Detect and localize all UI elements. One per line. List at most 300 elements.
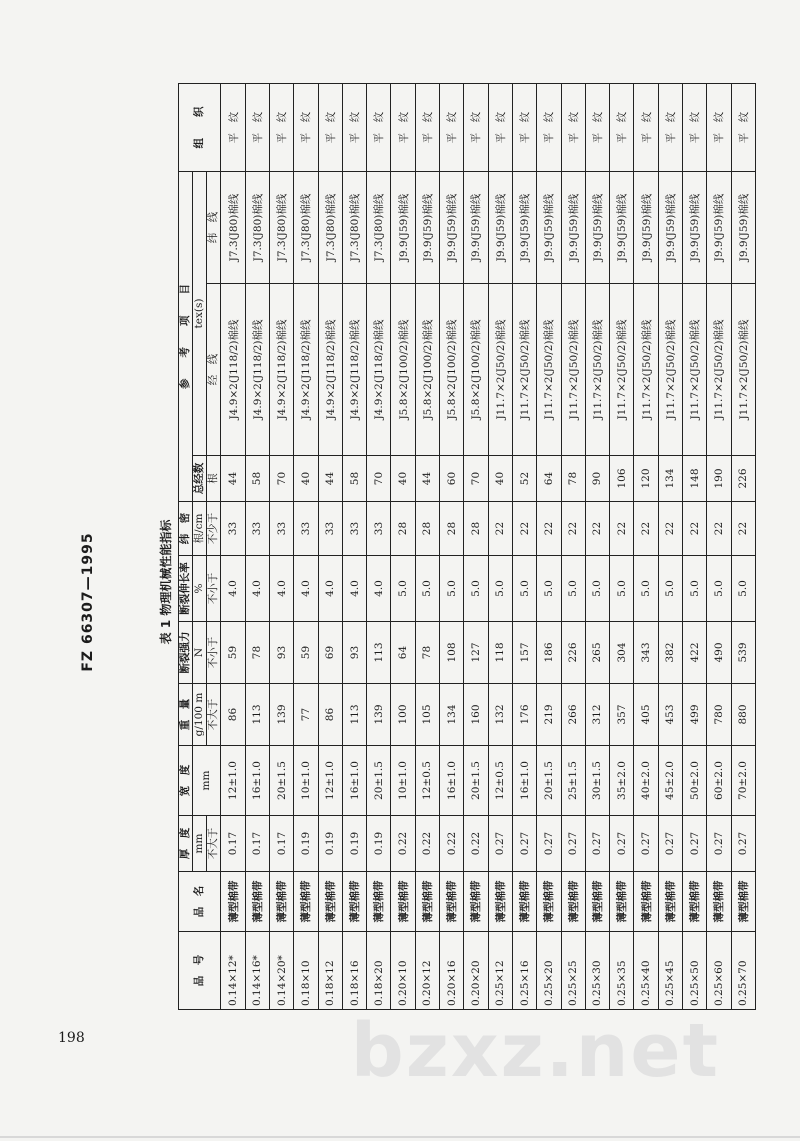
cell-strength: 118 (488, 622, 512, 684)
cell-product-no: 0.20×20 (464, 932, 488, 1010)
cell-weight: 113 (245, 684, 269, 746)
cell-product-name: 薄型棉带 (269, 872, 293, 932)
cell-thickness: 0.27 (610, 816, 634, 872)
cell-total-warp: 70 (367, 456, 391, 502)
cell-width: 12±1.0 (318, 746, 342, 816)
header-width: 宽 度 (179, 746, 193, 816)
table-row (585, 83, 609, 1009)
cell-width: 20±1.5 (269, 746, 293, 816)
cell-elongation: 4.0 (269, 556, 293, 622)
cell-strength: 59 (294, 622, 318, 684)
cell-weft-yarn: J7.3(J80)棉线 (269, 171, 293, 283)
header-product-name: 品 名 (179, 872, 221, 932)
cell-weave: 平 纹 (634, 83, 658, 171)
cell-product-no: 0.25×16 (512, 932, 536, 1010)
cell-weft-yarn: J7.3(J80)棉线 (221, 171, 245, 283)
cell-elongation: 5.0 (561, 556, 585, 622)
table-row (707, 83, 731, 1009)
cell-weave: 平 纹 (707, 83, 731, 171)
cell-weight: 880 (731, 684, 755, 746)
cell-total-warp: 44 (221, 456, 245, 502)
cell-elongation: 4.0 (318, 556, 342, 622)
cell-strength: 304 (610, 622, 634, 684)
cell-weft-density: 33 (318, 502, 342, 556)
header-width-unit: mm (193, 746, 221, 816)
cell-width: 45±2.0 (658, 746, 682, 816)
cell-total-warp: 120 (634, 456, 658, 502)
cell-weave: 平 纹 (683, 83, 707, 171)
cell-warp-yarn: J4.9×2(J118/2)棉线 (221, 284, 245, 456)
cell-thickness: 0.27 (561, 816, 585, 872)
cell-elongation: 5.0 (415, 556, 439, 622)
table-caption: 表 1 物理机械性能指标 (159, 519, 173, 645)
cell-product-no: 0.25×50 (683, 932, 707, 1010)
header-product-no: 品 号 (179, 932, 221, 1010)
cell-weight: 453 (658, 684, 682, 746)
cell-product-no: 0.25×45 (658, 932, 682, 1010)
cell-warp-yarn: J5.8×2(J100/2)棉线 (464, 284, 488, 456)
cell-warp-yarn: J5.8×2(J100/2)棉线 (415, 284, 439, 456)
cell-total-warp: 60 (440, 456, 464, 502)
cell-thickness: 0.22 (440, 816, 464, 872)
cell-weave: 平 纹 (342, 83, 366, 171)
spec-table (178, 83, 756, 1010)
header-tex: tex(s) (193, 171, 207, 455)
cell-strength: 93 (342, 622, 366, 684)
cell-total-warp: 148 (683, 456, 707, 502)
cell-thickness: 0.27 (634, 816, 658, 872)
cell-warp-yarn: J11.7×2(J50/2)棉线 (537, 284, 561, 456)
cell-product-no: 0.18×12 (318, 932, 342, 1010)
cell-weight: 219 (537, 684, 561, 746)
cell-weft-density: 22 (658, 502, 682, 556)
cell-weave: 平 纹 (512, 83, 536, 171)
table-row (488, 83, 512, 1009)
table-row (464, 83, 488, 1009)
table-row (367, 83, 391, 1009)
cell-product-name: 薄型棉带 (367, 872, 391, 932)
cell-strength: 127 (464, 622, 488, 684)
cell-total-warp: 226 (731, 456, 755, 502)
cell-width: 30±1.5 (585, 746, 609, 816)
table-row (610, 83, 634, 1009)
cell-weight: 312 (585, 684, 609, 746)
header-warp: 经 线 (207, 284, 221, 456)
cell-weft-yarn: J7.3(J80)棉线 (245, 171, 269, 283)
table-row (245, 83, 269, 1009)
cell-weft-density: 22 (683, 502, 707, 556)
cell-product-name: 薄型棉带 (245, 872, 269, 932)
cell-warp-yarn: J11.7×2(J50/2)棉线 (561, 284, 585, 456)
table-row (440, 83, 464, 1009)
cell-weave: 平 纹 (391, 83, 415, 171)
cell-weft-density: 22 (585, 502, 609, 556)
header-reference: 参 考 项 目 (179, 171, 193, 501)
cell-strength: 108 (440, 622, 464, 684)
cell-warp-yarn: J11.7×2(J50/2)棉线 (731, 284, 755, 456)
header-strength: 断裂强力 (179, 622, 193, 684)
cell-elongation: 5.0 (683, 556, 707, 622)
cell-weight: 105 (415, 684, 439, 746)
cell-strength: 226 (561, 622, 585, 684)
cell-product-name: 薄型棉带 (537, 872, 561, 932)
header-thickness-limit: 不大于 (207, 816, 221, 872)
cell-product-no: 0.20×16 (440, 932, 464, 1010)
cell-weft-density: 28 (415, 502, 439, 556)
cell-strength: 69 (318, 622, 342, 684)
cell-total-warp: 106 (610, 456, 634, 502)
cell-thickness: 0.27 (731, 816, 755, 872)
cell-warp-yarn: J11.7×2(J50/2)棉线 (585, 284, 609, 456)
cell-thickness: 0.27 (488, 816, 512, 872)
cell-weft-yarn: J7.3(J80)棉线 (294, 171, 318, 283)
cell-weave: 平 纹 (658, 83, 682, 171)
cell-warp-yarn: J11.7×2(J50/2)棉线 (634, 284, 658, 456)
cell-width: 60±2.0 (707, 746, 731, 816)
cell-thickness: 0.27 (512, 816, 536, 872)
cell-product-no: 0.25×12 (488, 932, 512, 1010)
cell-elongation: 5.0 (707, 556, 731, 622)
table-row (318, 83, 342, 1009)
cell-product-name: 薄型棉带 (342, 872, 366, 932)
cell-weft-density: 22 (707, 502, 731, 556)
cell-weft-yarn: J9.9(J59)棉线 (610, 171, 634, 283)
cell-product-no: 0.18×10 (294, 932, 318, 1010)
cell-width: 10±1.0 (294, 746, 318, 816)
cell-total-warp: 78 (561, 456, 585, 502)
cell-weft-density: 22 (731, 502, 755, 556)
header-strength-limit: 不小于 (207, 622, 221, 684)
cell-weft-yarn: J7.3(J80)棉线 (367, 171, 391, 283)
cell-thickness: 0.19 (367, 816, 391, 872)
cell-width: 12±0.5 (415, 746, 439, 816)
cell-weave: 平 纹 (610, 83, 634, 171)
cell-warp-yarn: J4.9×2(J118/2)棉线 (367, 284, 391, 456)
cell-elongation: 4.0 (221, 556, 245, 622)
cell-weft-yarn: J9.9(J59)棉线 (585, 171, 609, 283)
page-number: 198 (58, 1030, 85, 1046)
cell-width: 25±1.5 (561, 746, 585, 816)
cell-strength: 78 (415, 622, 439, 684)
cell-strength: 59 (221, 622, 245, 684)
cell-weight: 139 (367, 684, 391, 746)
table-row (269, 83, 293, 1009)
cell-warp-yarn: J4.9×2(J118/2)棉线 (294, 284, 318, 456)
cell-weight: 132 (488, 684, 512, 746)
cell-weave: 平 纹 (221, 83, 245, 171)
cell-warp-yarn: J11.7×2(J50/2)棉线 (658, 284, 682, 456)
cell-product-no: 0.25×25 (561, 932, 585, 1010)
cell-thickness: 0.17 (221, 816, 245, 872)
header-elongation-limit: 不小于 (207, 556, 221, 622)
cell-warp-yarn: J11.7×2(J50/2)棉线 (488, 284, 512, 456)
cell-total-warp: 70 (269, 456, 293, 502)
cell-product-name: 薄型棉带 (683, 872, 707, 932)
cell-weight: 86 (221, 684, 245, 746)
cell-width: 40±2.0 (634, 746, 658, 816)
cell-strength: 490 (707, 622, 731, 684)
cell-weave: 平 纹 (318, 83, 342, 171)
cell-weft-yarn: J9.9(J59)棉线 (415, 171, 439, 283)
header-elongation: 断裂伸长率 (179, 556, 193, 622)
cell-weft-density: 28 (440, 502, 464, 556)
cell-product-no: 0.25×60 (707, 932, 731, 1010)
watermark: bzxz.net (350, 1008, 720, 1094)
cell-product-name: 薄型棉带 (318, 872, 342, 932)
table-row (634, 83, 658, 1009)
cell-weave: 平 纹 (245, 83, 269, 171)
cell-warp-yarn: J11.7×2(J50/2)棉线 (512, 284, 536, 456)
cell-warp-yarn: J4.9×2(J118/2)棉线 (318, 284, 342, 456)
table-row (294, 83, 318, 1009)
cell-total-warp: 40 (294, 456, 318, 502)
cell-product-no: 0.25×70 (731, 932, 755, 1010)
cell-width: 16±1.0 (440, 746, 464, 816)
header-weft-density-unit: 根/cm (193, 502, 207, 556)
cell-product-name: 薄型棉带 (440, 872, 464, 932)
cell-width: 50±2.0 (683, 746, 707, 816)
cell-total-warp: 44 (318, 456, 342, 502)
cell-weave: 平 纹 (440, 83, 464, 171)
cell-weft-yarn: J9.9(J59)棉线 (707, 171, 731, 283)
cell-warp-yarn: J4.9×2(J118/2)棉线 (245, 284, 269, 456)
cell-product-name: 薄型棉带 (731, 872, 755, 932)
cell-weave: 平 纹 (537, 83, 561, 171)
cell-product-no: 0.20×12 (415, 932, 439, 1010)
cell-weight: 160 (464, 684, 488, 746)
cell-weight: 139 (269, 684, 293, 746)
cell-weft-yarn: J9.9(J59)棉线 (391, 171, 415, 283)
table-row (391, 83, 415, 1009)
cell-product-name: 薄型棉带 (561, 872, 585, 932)
cell-strength: 186 (537, 622, 561, 684)
cell-product-no: 0.25×40 (634, 932, 658, 1010)
cell-strength: 422 (683, 622, 707, 684)
cell-strength: 265 (585, 622, 609, 684)
cell-weight: 100 (391, 684, 415, 746)
cell-product-name: 薄型棉带 (294, 872, 318, 932)
cell-weight: 266 (561, 684, 585, 746)
cell-product-no: 0.25×20 (537, 932, 561, 1010)
cell-product-name: 薄型棉带 (707, 872, 731, 932)
cell-product-name: 薄型棉带 (585, 872, 609, 932)
bottom-edge (0, 1136, 800, 1138)
cell-weave: 平 纹 (585, 83, 609, 171)
header-weft-density-limit: 不少于 (207, 502, 221, 556)
table-header (179, 83, 221, 1009)
header-strength-unit: N (193, 622, 207, 684)
cell-strength: 113 (367, 622, 391, 684)
cell-product-no: 0.25×35 (610, 932, 634, 1010)
cell-elongation: 5.0 (464, 556, 488, 622)
header-total-warp-unit: 根 (207, 456, 221, 502)
cell-weft-yarn: J9.9(J59)棉线 (440, 171, 464, 283)
cell-elongation: 5.0 (537, 556, 561, 622)
cell-weight: 405 (634, 684, 658, 746)
header-elongation-unit: % (193, 556, 207, 622)
cell-strength: 343 (634, 622, 658, 684)
cell-width: 16±1.0 (342, 746, 366, 816)
cell-weft-density: 22 (610, 502, 634, 556)
cell-strength: 382 (658, 622, 682, 684)
table-row (561, 83, 585, 1009)
cell-weft-yarn: J7.3(J80)棉线 (318, 171, 342, 283)
header-weft-density: 纬 密 (179, 502, 193, 556)
cell-width: 20±1.5 (464, 746, 488, 816)
cell-total-warp: 70 (464, 456, 488, 502)
cell-weft-density: 22 (537, 502, 561, 556)
cell-thickness: 0.27 (585, 816, 609, 872)
cell-width: 10±1.0 (391, 746, 415, 816)
cell-weight: 113 (342, 684, 366, 746)
document-code: FZ 66307—1995 (80, 532, 96, 672)
cell-weight: 499 (683, 684, 707, 746)
cell-thickness: 0.17 (245, 816, 269, 872)
cell-weave: 平 纹 (731, 83, 755, 171)
cell-total-warp: 52 (512, 456, 536, 502)
cell-weight: 357 (610, 684, 634, 746)
cell-weight: 134 (440, 684, 464, 746)
table-row (683, 83, 707, 1009)
cell-total-warp: 90 (585, 456, 609, 502)
table-row (512, 83, 536, 1009)
cell-weft-density: 33 (269, 502, 293, 556)
cell-product-no: 0.25×30 (585, 932, 609, 1010)
cell-product-name: 薄型棉带 (464, 872, 488, 932)
cell-thickness: 0.22 (464, 816, 488, 872)
cell-weft-density: 33 (294, 502, 318, 556)
cell-weft-yarn: J9.9(J59)棉线 (464, 171, 488, 283)
header-total-warp: 总经数 (193, 456, 207, 502)
cell-product-no: 0.14×12* (221, 932, 245, 1010)
cell-weft-yarn: J9.9(J59)棉线 (658, 171, 682, 283)
cell-weft-density: 33 (367, 502, 391, 556)
cell-product-no: 0.14×16* (245, 932, 269, 1010)
cell-product-name: 薄型棉带 (221, 872, 245, 932)
cell-product-name: 薄型棉带 (610, 872, 634, 932)
table-body (221, 83, 756, 1009)
cell-total-warp: 190 (707, 456, 731, 502)
cell-product-no: 0.20×10 (391, 932, 415, 1010)
header-thickness-unit: mm (193, 816, 207, 872)
cell-thickness: 0.22 (415, 816, 439, 872)
cell-warp-yarn: J11.7×2(J50/2)棉线 (683, 284, 707, 456)
table-row (342, 83, 366, 1009)
cell-total-warp: 64 (537, 456, 561, 502)
cell-product-name: 薄型棉带 (658, 872, 682, 932)
cell-total-warp: 134 (658, 456, 682, 502)
header-thickness: 厚 度 (179, 816, 193, 872)
cell-weft-density: 22 (512, 502, 536, 556)
table-container (178, 84, 756, 1010)
cell-strength: 539 (731, 622, 755, 684)
cell-weave: 平 纹 (294, 83, 318, 171)
cell-thickness: 0.19 (342, 816, 366, 872)
cell-width: 20±1.5 (537, 746, 561, 816)
cell-warp-yarn: J5.8×2(J100/2)棉线 (440, 284, 464, 456)
header-weft: 纬 线 (207, 171, 221, 283)
cell-weft-yarn: J7.3(J80)棉线 (342, 171, 366, 283)
cell-warp-yarn: J5.8×2(J100/2)棉线 (391, 284, 415, 456)
cell-weft-density: 33 (342, 502, 366, 556)
cell-strength: 93 (269, 622, 293, 684)
cell-weave: 平 纹 (269, 83, 293, 171)
cell-strength: 157 (512, 622, 536, 684)
cell-product-name: 薄型棉带 (488, 872, 512, 932)
cell-elongation: 5.0 (440, 556, 464, 622)
cell-weft-density: 28 (391, 502, 415, 556)
cell-weight: 77 (294, 684, 318, 746)
cell-weave: 平 纹 (367, 83, 391, 171)
cell-thickness: 0.19 (294, 816, 318, 872)
cell-elongation: 5.0 (634, 556, 658, 622)
cell-thickness: 0.17 (269, 816, 293, 872)
header-weight-unit: g/100 m (193, 684, 207, 746)
cell-weight: 176 (512, 684, 536, 746)
cell-total-warp: 40 (391, 456, 415, 502)
cell-weft-density: 22 (561, 502, 585, 556)
cell-thickness: 0.27 (537, 816, 561, 872)
cell-warp-yarn: J4.9×2(J118/2)棉线 (342, 284, 366, 456)
cell-total-warp: 40 (488, 456, 512, 502)
cell-thickness: 0.27 (658, 816, 682, 872)
cell-product-name: 薄型棉带 (391, 872, 415, 932)
cell-thickness: 0.19 (318, 816, 342, 872)
cell-elongation: 4.0 (367, 556, 391, 622)
cell-thickness: 0.27 (707, 816, 731, 872)
cell-weft-density: 33 (221, 502, 245, 556)
cell-weft-density: 28 (464, 502, 488, 556)
cell-elongation: 4.0 (342, 556, 366, 622)
cell-width: 70±2.0 (731, 746, 755, 816)
cell-width: 16±1.0 (512, 746, 536, 816)
cell-elongation: 5.0 (610, 556, 634, 622)
cell-warp-yarn: J11.7×2(J50/2)棉线 (610, 284, 634, 456)
table-row (415, 83, 439, 1009)
cell-elongation: 5.0 (512, 556, 536, 622)
cell-weave: 平 纹 (488, 83, 512, 171)
cell-product-no: 0.14×20* (269, 932, 293, 1010)
cell-width: 12±0.5 (488, 746, 512, 816)
cell-product-name: 薄型棉带 (512, 872, 536, 932)
cell-strength: 78 (245, 622, 269, 684)
table-row (221, 83, 245, 1009)
cell-weft-yarn: J9.9(J59)棉线 (634, 171, 658, 283)
cell-weave: 平 纹 (415, 83, 439, 171)
cell-weight: 780 (707, 684, 731, 746)
cell-warp-yarn: J4.9×2(J118/2)棉线 (269, 284, 293, 456)
cell-elongation: 5.0 (488, 556, 512, 622)
cell-strength: 64 (391, 622, 415, 684)
header-weave: 组 织 (179, 83, 221, 171)
cell-product-name: 薄型棉带 (415, 872, 439, 932)
cell-weave: 平 纹 (561, 83, 585, 171)
cell-weft-yarn: J9.9(J59)棉线 (561, 171, 585, 283)
cell-product-no: 0.18×20 (367, 932, 391, 1010)
cell-weave: 平 纹 (464, 83, 488, 171)
cell-product-no: 0.18×16 (342, 932, 366, 1010)
cell-width: 12±1.0 (221, 746, 245, 816)
cell-elongation: 5.0 (731, 556, 755, 622)
cell-product-name: 薄型棉带 (634, 872, 658, 932)
cell-thickness: 0.22 (391, 816, 415, 872)
table-row (537, 83, 561, 1009)
cell-width: 35±2.0 (610, 746, 634, 816)
table-row (731, 83, 755, 1009)
cell-elongation: 5.0 (585, 556, 609, 622)
cell-weft-yarn: J9.9(J59)棉线 (537, 171, 561, 283)
cell-total-warp: 58 (342, 456, 366, 502)
